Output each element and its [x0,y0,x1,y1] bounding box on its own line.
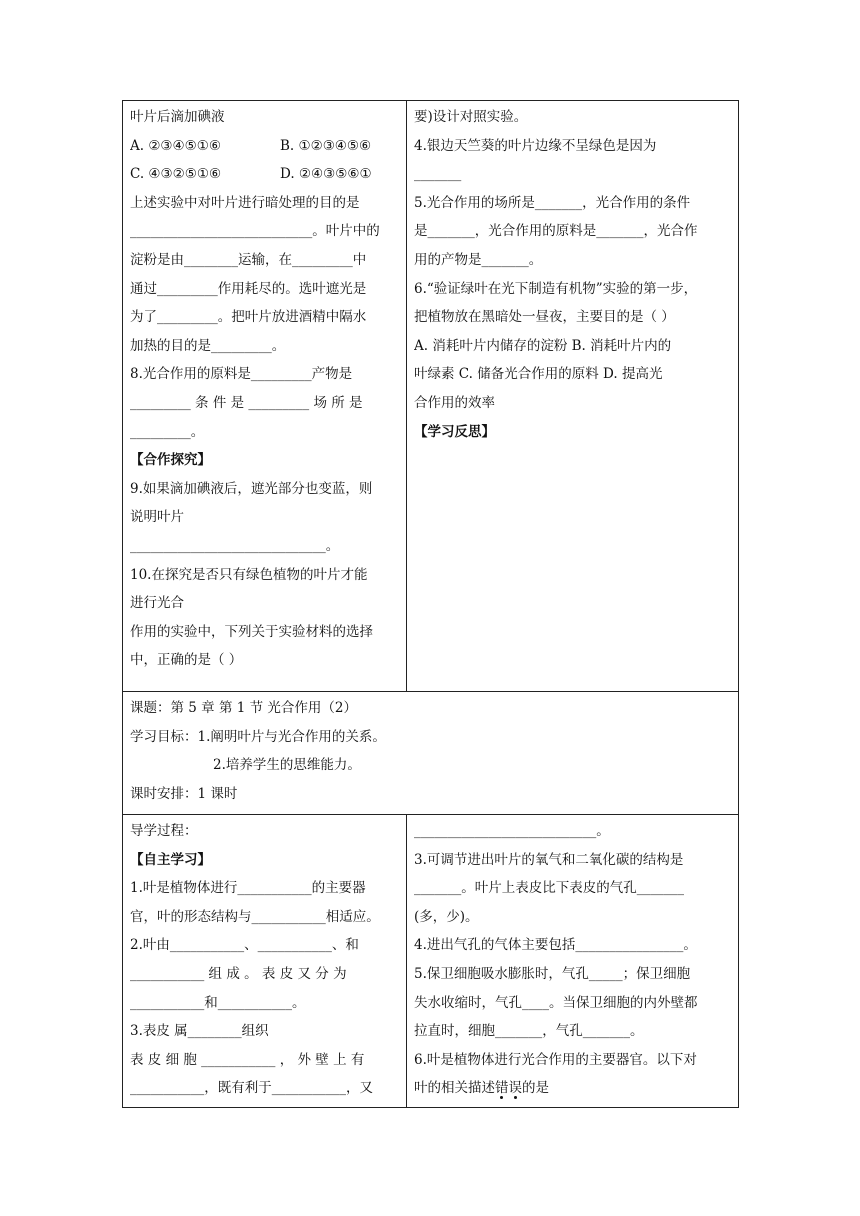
text-line: 2.叶由___________、___________、和 [130,937,359,954]
option-c: C. ④③②⑤①⑥ [130,166,222,183]
text-line: ___________________________。叶片中的 [130,223,380,240]
question-6: 6.“验证绿叶在光下制造有机物”实验的第一步， [414,280,698,297]
text-line: 淀粉是由________运输，在_________中 [130,251,367,268]
question-5: 5.光合作用的场所是_______，光合作用的条件 [414,194,691,211]
worksheet-table [122,100,739,1108]
text-line: ___________________________。 [414,823,610,839]
text-line: ___________和___________。 [130,994,306,1011]
text-line: _______ [414,166,462,183]
text-line: 加热的目的是_________。 [130,337,286,354]
text-line: 用的产物是_______。 [414,251,543,268]
text-line: 3.可调节进出叶片的氧气和二氧化碳的结构是 [414,851,684,868]
section-heading: 【学习反思】 [414,423,495,440]
text-line: 通过_________作用耗尽的。选叶遮光是 [130,280,367,297]
section-heading: 【合作探究】 [130,452,211,469]
text-line: 失水收缩时，气孔____。当保卫细胞的内外壁都 [414,994,698,1011]
option-a: A. ②③④⑤①⑥ [130,137,221,154]
question-10: 10.在探究是否只有绿色植物的叶片才能 [130,566,368,583]
question-4: 4.银边天竺葵的叶片边缘不呈绿色是因为 [414,137,657,154]
text-line: 合作用的效率 [414,394,495,411]
text-line: 导学过程： [130,823,198,839]
text-line: 叶绿素 C. 储备光合作用的原料 D. 提高光 [414,366,663,383]
text-line: (多，少)。 [414,908,479,925]
text-line: 上述实验中对叶片进行暗处理的目的是 [130,194,360,211]
learning-goal-2: 2.培养学生的思维能力。 [213,757,361,774]
text-line: 进行光合 [130,595,184,612]
option-b: B. ①②③④⑤⑥ [280,137,372,154]
text-line: _____________________________。 [130,537,340,554]
text-line: A. 消耗叶片内储存的淀粉 B. 消耗叶片内的 [414,337,672,354]
worksheet [122,100,738,1110]
options-line [130,160,400,189]
options-line [130,132,400,161]
top-right-cell [407,101,739,692]
text-line: 6.叶是植物体进行光合作用的主要器官。以下对 [414,1051,697,1068]
text-line: 叶片后滴加碘液 [130,109,225,125]
text-line: 4.进出气孔的气体主要包括________________。 [414,937,697,954]
bottom-left-cell [123,815,407,1108]
class-hours: 课时安排：1 课时 [130,785,238,802]
lesson-topic: 课题：第 5 章 第 1 节 光合作用（2） [130,700,358,716]
emphasis-char: 错 [495,1080,509,1097]
emphasis-char: 误 [508,1080,522,1097]
top-left-cell [123,101,407,692]
text-line: _________ 条 件 是 _________ 场 所 是 [130,394,363,411]
text-line: 官，叶的形态结构与___________相适应。 [130,908,380,925]
question-8: 8.光合作用的原料是_________产物是 [130,366,353,383]
bottom-row [123,815,739,1108]
header-row [123,692,739,815]
text-line: 为了_________。把叶片放进酒精中隔水 [130,309,367,326]
text-line: 把植物放在黑暗处一昼夜，主要目的是（ ） [414,309,675,326]
text-line: ___________，既有利于___________，又 [130,1080,373,1097]
text-line [414,1074,732,1103]
text-line: 5.保卫细胞吸水膨胀时，气孔_____；保卫细胞 [414,965,691,982]
text-line: 3.表皮 属________组织 [130,1023,269,1040]
text-line: ___________ 组 成 。 表 皮 又 分 为 [130,965,347,982]
section-heading: 【自主学习】 [130,851,211,868]
text-fragment: 的是 [522,1080,549,1097]
text-line: 表 皮 细 胞 ___________ ， 外 壁 上 有 [130,1051,365,1068]
text-line: 作用的实验中，下列关于实验材料的选择 [130,623,373,640]
text-line: 要)设计对照实验。 [414,109,528,125]
text-line: _______。叶片上表皮比下表皮的气孔_______ [414,880,684,897]
bottom-right-cell [407,815,739,1108]
text-line: 1.叶是植物体进行___________的主要器 [130,880,366,897]
text-fragment: 叶的相关描述 [414,1080,495,1097]
text-line: 说明叶片 [130,509,184,526]
question-9: 9.如果滴加碘液后，遮光部分也变蓝，则 [130,480,373,497]
text-line: 是_______，光合作用的原料是_______，光合作 [414,223,698,240]
top-row [123,101,739,692]
lesson-header-cell [123,692,739,815]
option-d: D. ②④③⑤⑥① [280,166,372,183]
text-line: 中，正确的是（ ） [130,652,243,669]
text-line: 拉直时，细胞_______，气孔_______。 [414,1023,644,1040]
text-line: _________。 [130,423,205,440]
learning-goal: 学习目标：1.阐明叶片与光合作用的关系。 [130,728,386,745]
